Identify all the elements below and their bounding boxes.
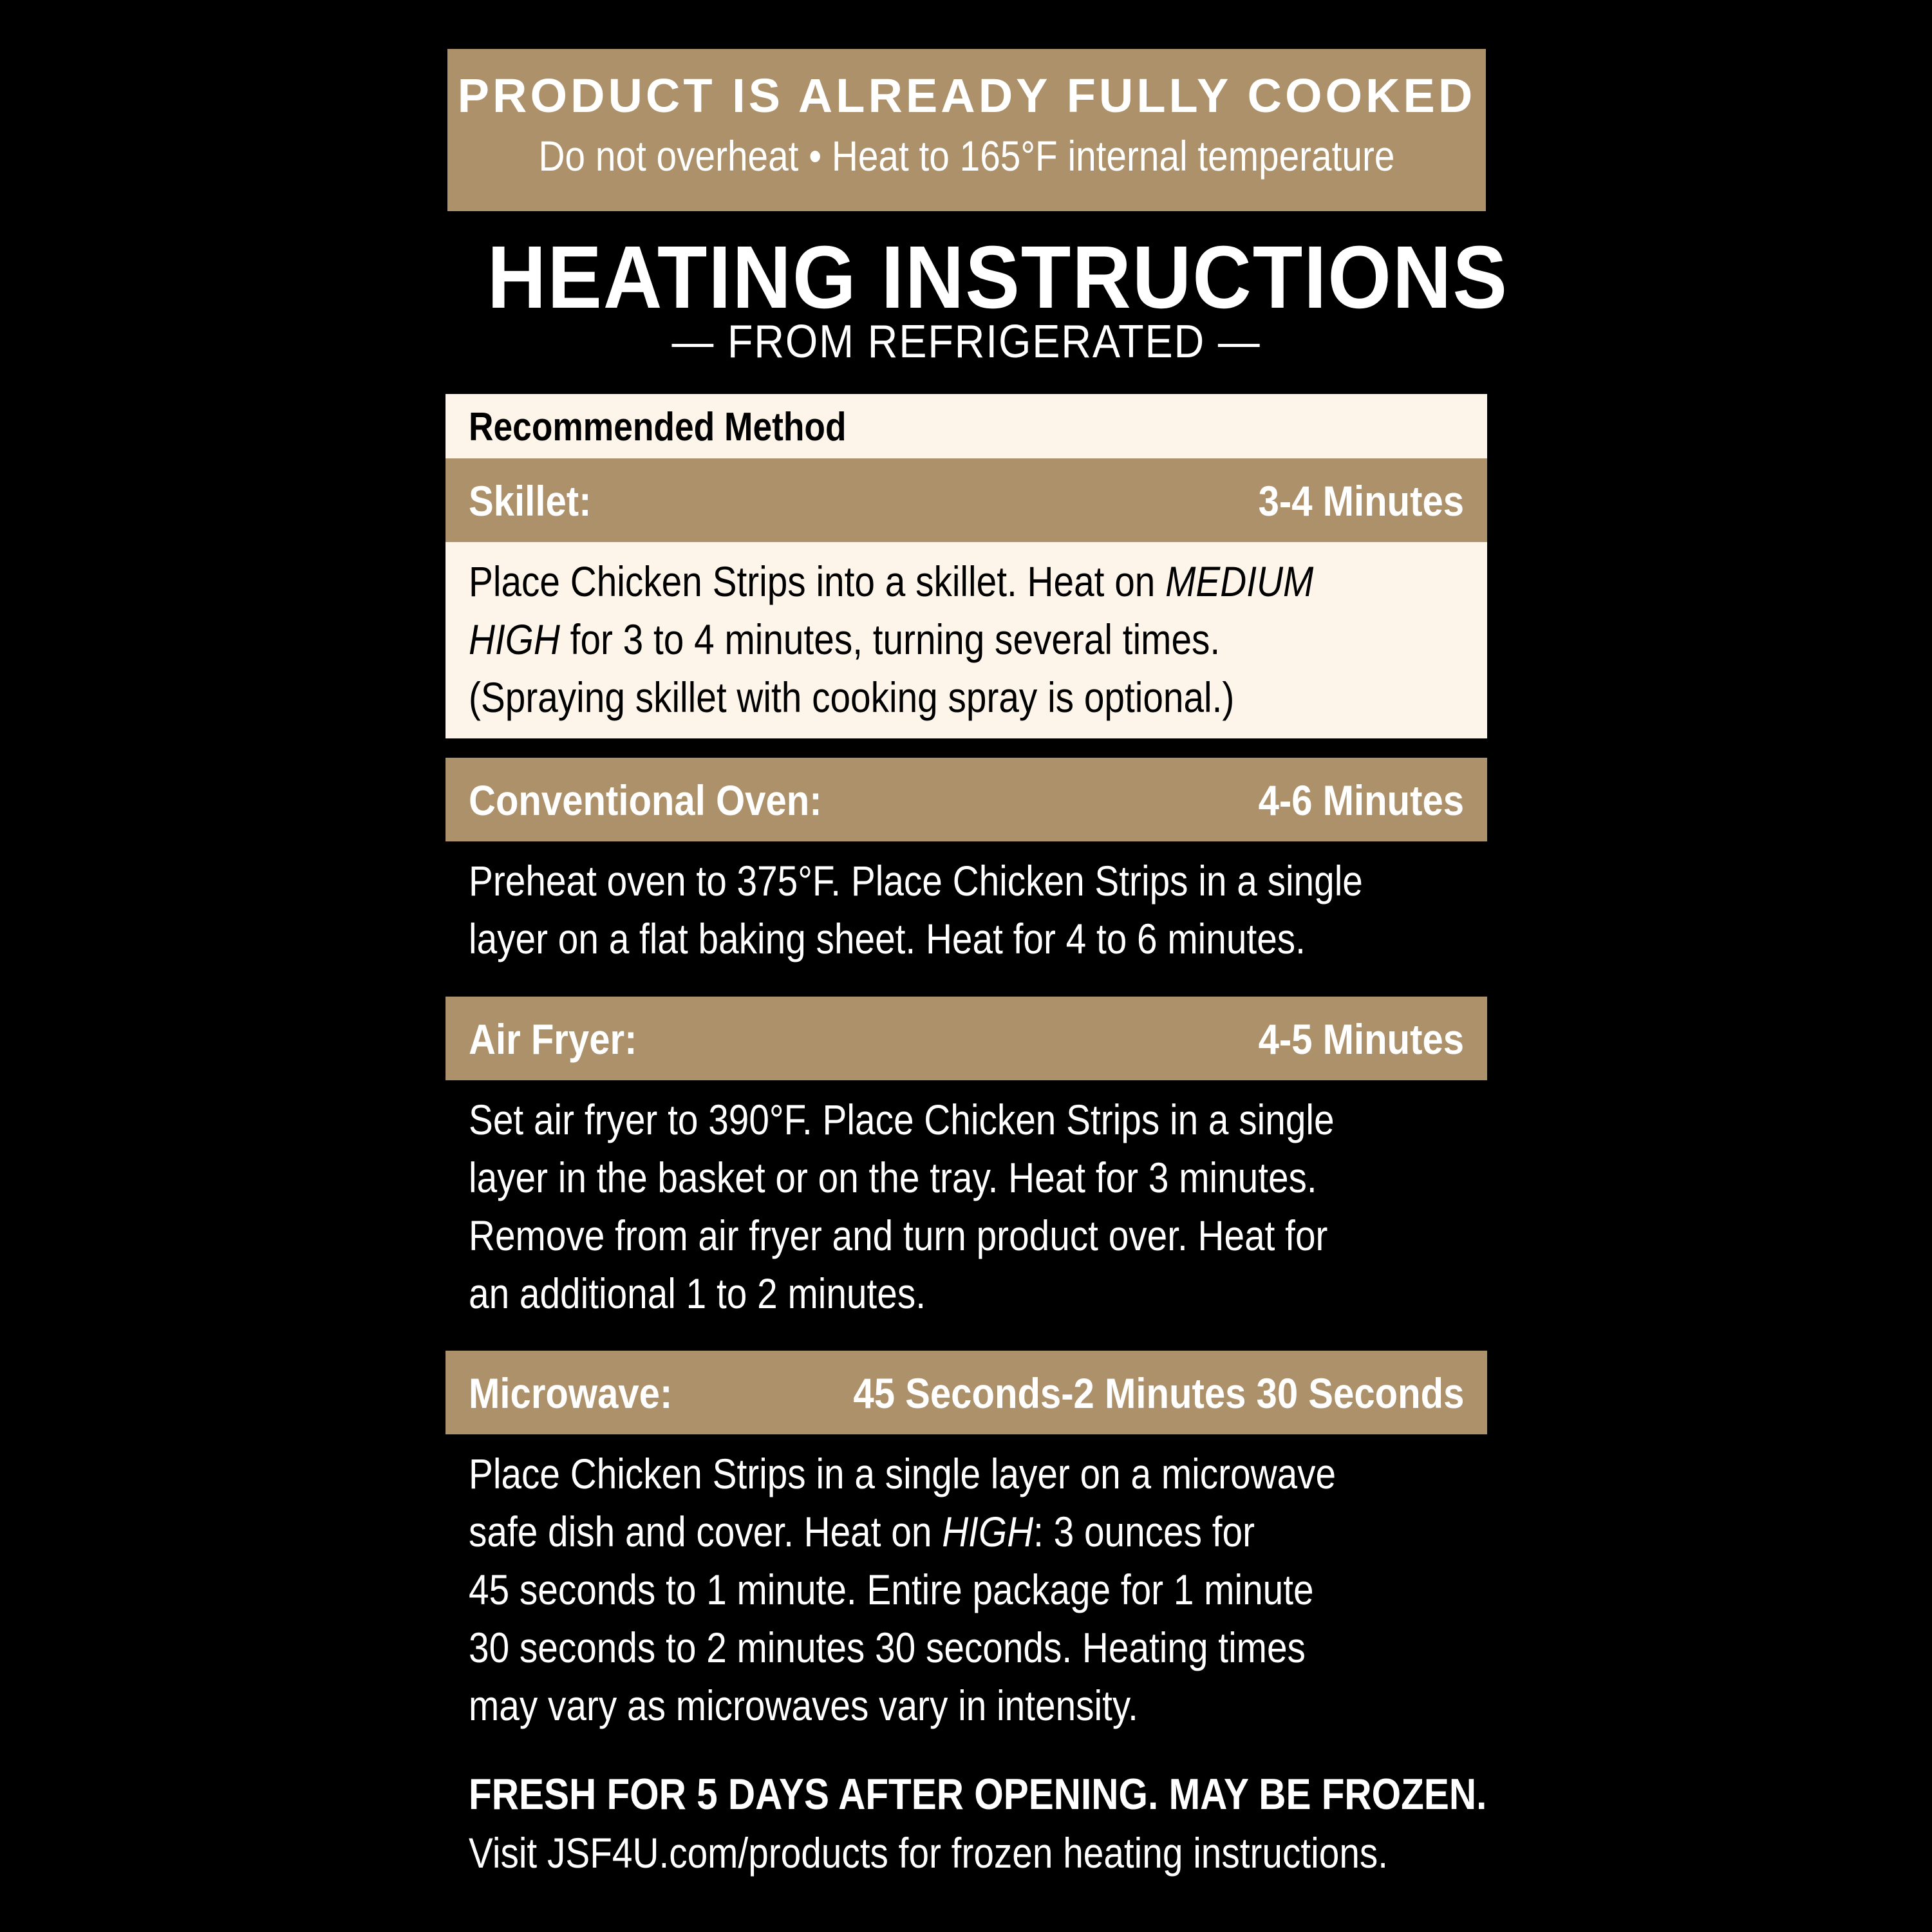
- instruction-line: an additional 1 to 2 minutes.: [469, 1270, 926, 1317]
- method-time: 4-5 Minutes: [1258, 1015, 1464, 1063]
- banner-subtitle: Do not overheat • Heat to 165°F internal temperature: [538, 132, 1395, 180]
- method-name: Skillet:: [469, 477, 592, 525]
- method-name: Conventional Oven:: [469, 776, 822, 824]
- storage-notice: FRESH FOR 5 DAYS AFTER OPENING. MAY BE FROZEN.: [469, 1770, 1487, 1819]
- banner-title: PRODUCT IS ALREADY FULLY COOKED: [457, 69, 1476, 122]
- instruction-line: 30 seconds to 2 minutes 30 seconds. Heating times: [469, 1624, 1306, 1671]
- website-notice: Visit JSF4U.com/products for frozen heating instructions.: [469, 1829, 1389, 1877]
- instruction-line: Place Chicken Strips in a single layer on a microwave: [469, 1450, 1336, 1497]
- method-time: 45 Seconds-2 Minutes 30 Seconds: [853, 1369, 1464, 1417]
- instruction-line: safe dish and cover. Heat on HIGH: 3 ounces for: [469, 1508, 1255, 1555]
- recommended-method-box: [445, 394, 1487, 738]
- instruction-line: Preheat oven to 375°F. Place Chicken Strips in a single: [469, 857, 1363, 905]
- instruction-line: Remove from air fryer and turn product over. Heat for: [469, 1212, 1328, 1259]
- method-time: 3-4 Minutes: [1258, 477, 1464, 525]
- method-instructions-conventional-oven: [469, 852, 1460, 968]
- instruction-line: layer on a flat baking sheet. Heat for 4 to 6 minutes.: [469, 915, 1306, 962]
- fully-cooked-banner: [447, 49, 1486, 211]
- method-header-skillet: [445, 458, 1487, 542]
- method-instructions-skillet: [469, 552, 1460, 726]
- method-instructions-microwave: [469, 1445, 1460, 1734]
- method-instructions-air-fryer: [469, 1091, 1460, 1322]
- page-subtitle: — FROM REFRIGERATED —: [671, 316, 1261, 368]
- instruction-line: 45 seconds to 1 minute. Entire package for 1 minute: [469, 1566, 1314, 1613]
- page-title: HEATING INSTRUCTIONS: [487, 228, 1508, 327]
- instruction-line: Set air fryer to 390°F. Place Chicken Strips in a single: [469, 1096, 1335, 1143]
- heating-instructions-panel: [445, 0, 1508, 1932]
- method-name: Air Fryer:: [469, 1015, 637, 1063]
- method-time: 4-6 Minutes: [1258, 776, 1464, 824]
- method-header-air-fryer: [445, 997, 1487, 1080]
- method-header-microwave: [445, 1351, 1487, 1434]
- instruction-line: (Spraying skillet with cooking spray is optional.): [469, 673, 1235, 721]
- method-name: Microwave:: [469, 1369, 673, 1417]
- instruction-line: may vary as microwaves vary in intensity.: [469, 1682, 1138, 1729]
- instruction-line: Place Chicken Strips into a skillet. Heat on MEDIUM: [469, 558, 1314, 605]
- instruction-line: layer in the basket or on the tray. Heat for 3 minutes.: [469, 1154, 1317, 1201]
- recommended-method-label: Recommended Method: [469, 405, 847, 449]
- method-header-conventional-oven: [445, 758, 1487, 841]
- instruction-line: HIGH for 3 to 4 minutes, turning several times.: [469, 615, 1221, 663]
